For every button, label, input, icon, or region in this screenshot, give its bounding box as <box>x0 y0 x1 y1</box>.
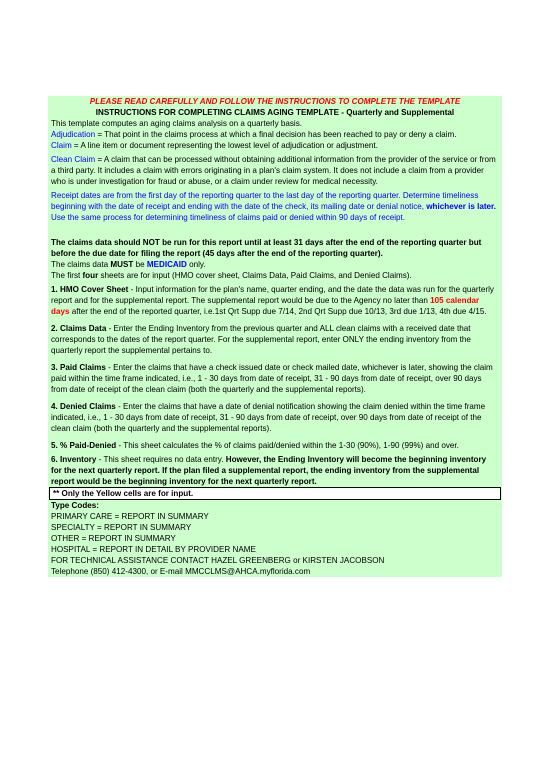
definition-adjudication <box>48 129 502 140</box>
technical-assistance-contact: FOR TECHNICAL ASSISTANCE CONTACT HAZEL GREENBERG or KIRSTEN JACOBSON <box>51 556 385 565</box>
instructions-sheet <box>48 96 502 577</box>
receipt-text: Receipt dates are from the first day of the reporting quarter to the last day of the reporting quarter. Determine timeliness beginning with the date of receipt and ending with the date of the check, its mailing date or denial notice, <box>51 191 479 211</box>
yellow-cells-note: ** Only the Yellow cells are for input. <box>49 487 501 500</box>
type-code-other: OTHER = REPORT IN SUMMARY <box>51 534 176 543</box>
section-percent-paid-denied <box>48 440 502 451</box>
definition-clean-claim <box>48 154 502 187</box>
contact-phone-email: Telephone (850) 412-4300, or E-mail MMCCLMS@AHCA.myflorida.com <box>51 567 311 576</box>
type-code-hospital: HOSPITAL = REPORT IN DETAIL BY PROVIDER NAME <box>51 545 256 554</box>
term-clean-claim: Clean Claim <box>51 155 96 164</box>
term-claim: Claim <box>51 141 72 150</box>
medicaid-note <box>48 259 502 270</box>
receipt-text-2: Use the same process for determining timeliness of claims paid or denied within 90 days of receipt. <box>51 213 406 222</box>
sheets-post: sheets are for input (HMO cover sheet, Claims Data, Paid Claims, and Denied Claims). <box>98 271 412 280</box>
medicaid-pre: The claims data <box>51 260 111 269</box>
section-6-heading: 6. Inventory <box>51 455 97 464</box>
type-codes-title: Type Codes: <box>51 501 99 510</box>
section-3-text: - Enter the claims that have a check issued date or check mailed date, whichever is later, showing the claim paid within the time frame indicated, i.e., 1 - 30 days from date of receipt, 31 - 90 days from date of receipt, over 90 days from date of receipt of the clean claim (both the quarterly and the supplemental reports). <box>51 363 493 394</box>
section-inventory <box>48 454 502 487</box>
section-2-text: - Enter the Ending Inventory from the previous quarter and ALL clean claims with a received date that corresponds to the dates of the report quarter. For the supplemental report, enter ONLY the ending inventory from the quarterly report the supplemental pertains to. <box>51 324 471 355</box>
section-paid-claims <box>48 362 502 395</box>
sheets-four: four <box>82 271 99 280</box>
section-1-deadline: 105 calendar days <box>51 296 480 316</box>
medicaid-word: MEDICAID <box>146 260 187 269</box>
sheet-title: INSTRUCTIONS FOR COMPLETING CLAIMS AGING TEMPLATE - Quarterly and Supplemental <box>95 108 455 117</box>
claim-text: = A line item or document representing the lowest level of adjudication or adjustment. <box>71 141 378 150</box>
section-denied-claims <box>48 401 502 434</box>
section-hmo-cover-sheet <box>48 284 502 317</box>
run-timing-note: The claims data should NOT be run for this report until at least 31 days after the end of the reporting quarter but before the due date for filing the report (45 days after the end of the reporting quarter). <box>51 238 482 258</box>
section-4-text: - Enter the claims that have a date of denial notification showing the claim denied within the time frame indicated, i.e., 1 - 30 days from date of receipt, 31 - 90 days from date of receipt, over 90 days from date of receipt of the clean claim (both the quarterly and the supplemental reports). <box>51 402 486 433</box>
definition-claim <box>48 140 502 151</box>
input-sheets-note <box>48 270 502 281</box>
sheets-pre: The first <box>51 271 83 280</box>
clean-claim-text: = A claim that can be processed without obtaining additional information from the provider of the service or from a third party. It includes a claim with errors originating in a plan's claim system. It does not include a claim from a provider who is under investigation for fraud or abuse, or a claim under review for medical necessity. <box>51 155 496 186</box>
warning-banner: PLEASE READ CAREFULLY AND FOLLOW THE INSTRUCTIONS TO COMPLETE THE TEMPLATE <box>89 97 461 106</box>
term-adjudication: Adjudication <box>51 130 96 139</box>
section-1-heading: 1. HMO Cover Sheet <box>51 285 129 294</box>
section-5-heading: 5. % Paid-Denied <box>51 441 117 450</box>
receipt-dates-note <box>48 190 502 223</box>
adjudication-text: = That point in the claims process at which a final decision has been reached to pay or deny a claim. <box>95 130 457 139</box>
medicaid-post: only. <box>186 260 206 269</box>
section-claims-data <box>48 323 502 356</box>
receipt-emphasis: whichever is later. <box>426 202 496 211</box>
section-4-heading: 4. Denied Claims <box>51 402 116 411</box>
section-1-text: - Input information for the plan's name, quarter ending, and the date the data was run for the quarterly report and for the supplemental report. The supplemental report would be due to the Agency no later than <box>51 285 494 305</box>
type-code-specialty: SPECIALTY = REPORT IN SUMMARY <box>51 523 192 532</box>
section-2-heading: 2. Claims Data <box>51 324 107 333</box>
section-1-text-2: after the end of the reported quarter, i.e.1st Qrt Supp due 7/14, 2nd Qrt Supp due 10/13, 3rd due 1/13, 4th due 4/15. <box>69 307 487 316</box>
medicaid-must: MUST <box>110 260 134 269</box>
section-6-bold: However, the Ending Inventory will become the beginning inventory for the next quarterly report. If the plan filed a supplemental report, the ending inventory from the supplemental report would be the beginning inventory for the next quarterly report. <box>51 455 487 486</box>
intro-line: This template computes an aging claims analysis on a quarterly basis. <box>51 119 303 128</box>
section-3-heading: 3. Paid Claims <box>51 363 106 372</box>
section-5-text: - This sheet calculates the % of claims paid/denied within the 1-30 (90%), 1-90 (99%) and over. <box>116 441 459 450</box>
type-code-primary-care: PRIMARY CARE = REPORT IN SUMMARY <box>51 512 209 521</box>
medicaid-mid: be <box>133 260 147 269</box>
section-6-text: - This sheet requires no data entry. <box>96 455 226 464</box>
